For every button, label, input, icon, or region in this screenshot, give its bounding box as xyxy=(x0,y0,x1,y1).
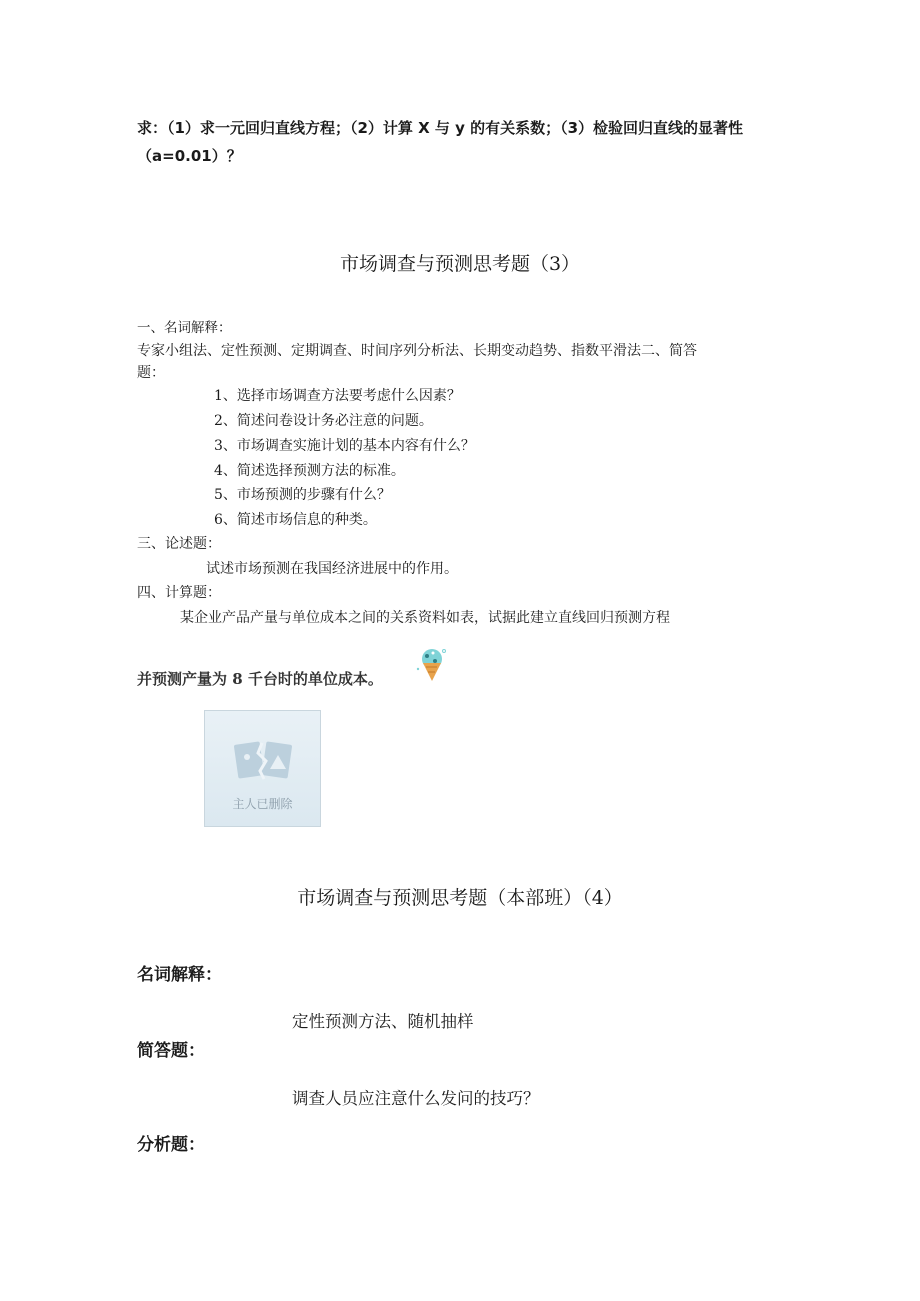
question-item: 2、简述问卷设计务必注意的问题。 xyxy=(214,413,433,429)
deleted-image-caption: 主人已删除 xyxy=(232,797,293,811)
part4-text: 某企业产品产量与单位成本之间的关系资料如表，试据此建立直线回归预测方程 xyxy=(180,610,670,626)
section4-short-answer-text: 调查人员应注意什么发问的技巧？ xyxy=(292,1089,540,1108)
question-item: 1、选择市场调查方法要考虑什么因素？ xyxy=(214,388,461,404)
section3-title: 市场调查与预测思考题（3） xyxy=(339,253,581,275)
part3-text: 试述市场预测在我国经济进展中的作用。 xyxy=(206,561,458,577)
section4-terms-text: 定性预测方法、随机抽样 xyxy=(292,1012,474,1031)
part4-heading: 四、计算题： xyxy=(137,585,221,601)
question-item: 5、市场预测的步骤有什么？ xyxy=(214,487,391,503)
part1-terms-line2: 题： xyxy=(137,365,165,381)
section4-heading-analysis: 分析题： xyxy=(137,1135,205,1155)
deleted-image-placeholder xyxy=(204,710,321,827)
ice-cream-icon xyxy=(412,645,452,685)
part1-terms-line1: 专家小组法、定性预测、定期调查、时间序列分析法、长期变动趋势、指数平滑法二、简答 xyxy=(137,343,697,359)
part1-heading: 一、名词解释： xyxy=(137,320,232,336)
question-requirements-line1: 求：（1）求一元回归直线方程；（2）计算 X 与 y 的有关系数；（3）检验回归直线的显著性 xyxy=(137,119,744,137)
broken-image-icon xyxy=(232,737,294,785)
section4-heading-short-answer: 简答题： xyxy=(137,1041,205,1061)
question-item: 6、简述市场信息的种类。 xyxy=(214,512,377,528)
section4-heading-terms: 名词解释： xyxy=(137,965,222,985)
part3-heading: 三、论述题： xyxy=(137,536,221,552)
question-requirements-line2: （a=0.01）？ xyxy=(137,147,242,165)
question-item: 4、简述选择预测方法的标准。 xyxy=(214,463,405,479)
question-item: 3、市场调查实施计划的基本内容有什么？ xyxy=(214,438,475,454)
part4-text-continued: 并预测产量为 8 千台时的单位成本。 xyxy=(137,670,383,688)
section4-title: 市场调查与预测思考题（本部班）（4） xyxy=(297,887,623,909)
